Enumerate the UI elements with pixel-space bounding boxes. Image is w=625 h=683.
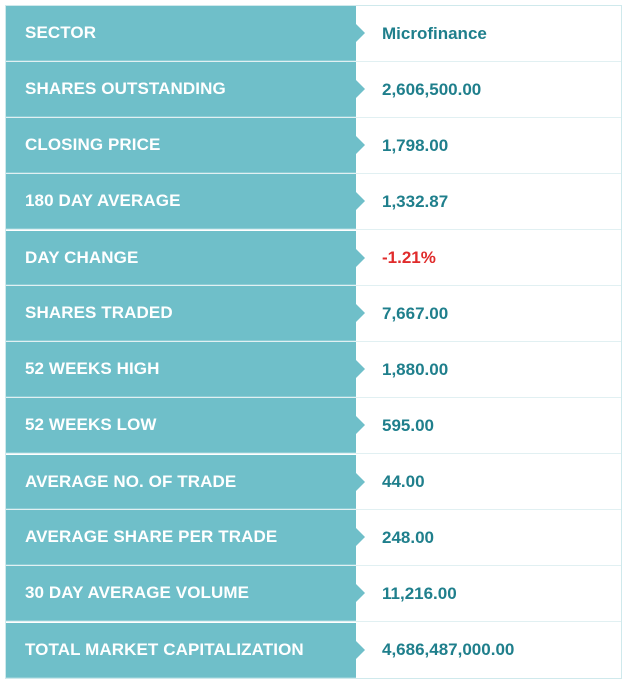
stat-value: Microfinance <box>382 23 487 43</box>
stat-label: CLOSING PRICE <box>6 118 356 173</box>
stat-value: 2,606,500.00 <box>382 79 482 99</box>
stat-row-average-no-of-trade <box>6 454 621 510</box>
stat-row-average-share-per-trade <box>6 510 621 566</box>
stat-value: 595.00 <box>382 415 434 435</box>
stat-value: 1,880.00 <box>382 359 449 379</box>
stat-label: 180 DAY AVERAGE <box>6 174 356 229</box>
stat-value: 1,798.00 <box>382 135 449 155</box>
stat-label: SHARES TRADED <box>6 286 356 341</box>
stat-row-day-change <box>6 230 621 286</box>
stat-row-180-day-average <box>6 174 621 230</box>
stat-value-negative: -1.21% <box>382 247 436 267</box>
stat-row-sector <box>6 6 621 62</box>
stat-value: 44.00 <box>382 471 425 491</box>
stat-label: 30 DAY AVERAGE VOLUME <box>6 566 356 621</box>
stat-label: TOTAL MARKET CAPITALIZATION <box>6 622 356 678</box>
stat-row-total-market-capitalization <box>6 622 621 678</box>
stat-value: 7,667.00 <box>382 303 449 323</box>
stat-label: AVERAGE SHARE PER TRADE <box>6 510 356 565</box>
stat-row-shares-outstanding <box>6 62 621 118</box>
stock-stats-table <box>5 5 622 679</box>
stat-row-52-weeks-low <box>6 398 621 454</box>
stat-label: 52 WEEKS LOW <box>6 398 356 453</box>
stat-row-30-day-average-volume <box>6 566 621 622</box>
stat-row-52-weeks-high <box>6 342 621 398</box>
stat-value: 4,686,487,000.00 <box>382 640 515 659</box>
stat-label: DAY CHANGE <box>6 230 356 285</box>
stat-value: 248.00 <box>382 527 434 547</box>
stat-label: SECTOR <box>6 6 356 61</box>
stat-label: SHARES OUTSTANDING <box>6 62 356 117</box>
stat-label: 52 WEEKS HIGH <box>6 342 356 397</box>
stat-row-closing-price <box>6 118 621 174</box>
stat-label: AVERAGE NO. OF TRADE <box>6 454 356 509</box>
stat-value: 11,216.00 <box>382 583 457 603</box>
stat-value: 1,332.87 <box>382 191 449 211</box>
stat-row-shares-traded <box>6 286 621 342</box>
